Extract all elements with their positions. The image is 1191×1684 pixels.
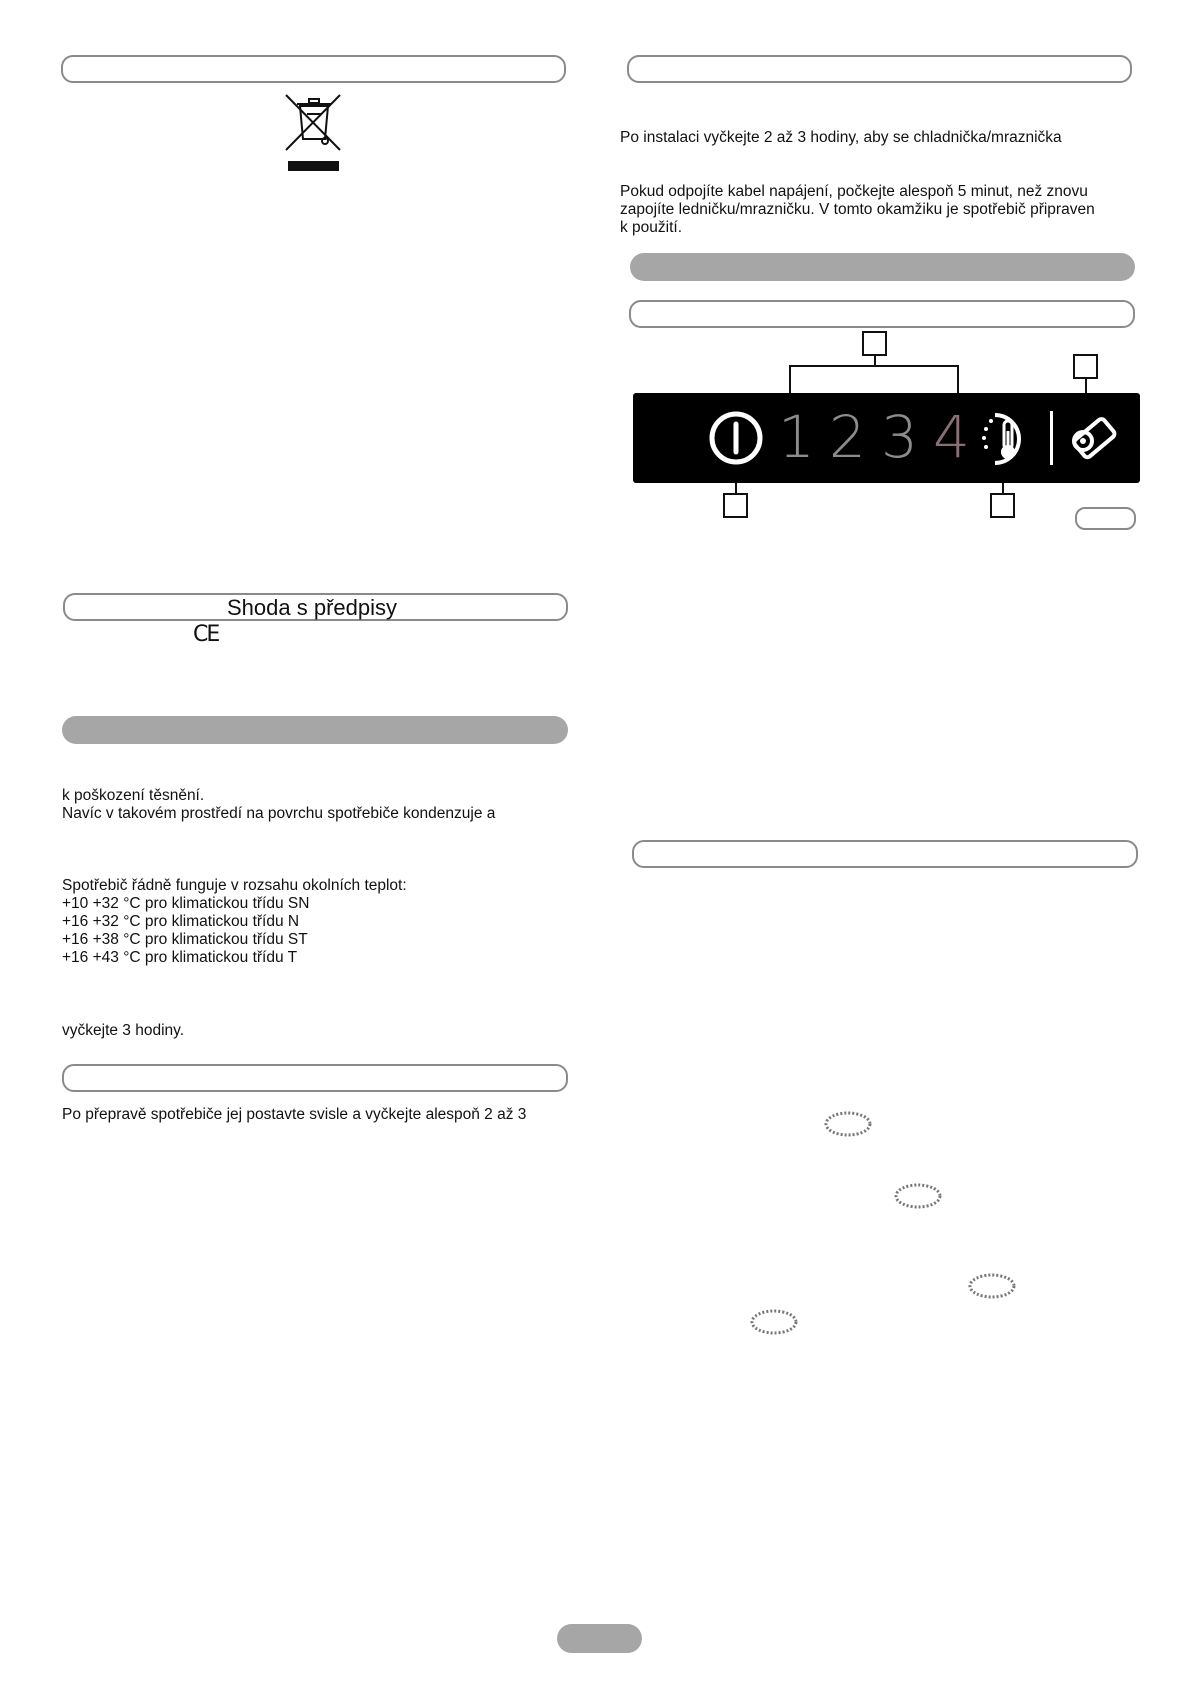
key-lock-icon[interactable]: [1065, 411, 1121, 465]
control-panel-display: [633, 393, 1140, 483]
power-icon[interactable]: [707, 409, 765, 467]
callout-box-lock: [1073, 354, 1098, 379]
power-text-line-1: Pokud odpojíte kabel napájení, počkejte alespoň 5 minut, než znovu: [620, 183, 1088, 200]
snowflake-badge-icon: [822, 1109, 874, 1139]
callout-line-digits: [874, 356, 876, 365]
snowflake-badge-icon: [966, 1271, 1018, 1301]
temperature-intro: Spotřebič řádně funguje v rozsahu okolních teplot:: [62, 877, 407, 894]
transport-text: Po přepravě spotřebiče jej postavte svisle a vyčkejte alespoň 2 až 3: [62, 1106, 527, 1123]
digit-4[interactable]: 4: [933, 403, 970, 471]
right-grey-section-bar: [630, 253, 1135, 281]
digit-1[interactable]: 1: [778, 403, 815, 471]
panel-divider: [1050, 411, 1053, 465]
left-grey-section-bar: [62, 716, 568, 744]
transport-header: [62, 1064, 568, 1092]
temperature-range-st: +16 +38 °C pro klimatickou třídu ST: [62, 931, 308, 948]
snowflake-badge-icon: [892, 1181, 944, 1211]
digit-2[interactable]: 2: [829, 403, 866, 471]
seal-paragraph-line-1: k poškození těsnění.: [62, 787, 205, 804]
power-text-line-2: zapojíte ledničku/mrazničku. V tomto okamžiku je spotřebič připraven: [620, 201, 1095, 218]
page-number-badge: [557, 1624, 642, 1653]
callout-line-lock: [1085, 379, 1087, 393]
digit-3[interactable]: 3: [881, 403, 918, 471]
temperature-range-t: +16 +43 °C pro klimatickou třídu T: [62, 949, 298, 966]
callout-line-temp: [1002, 483, 1004, 493]
wait-text: vyčkejte 3 hodiny.: [62, 1022, 185, 1039]
ce-mark: CE: [193, 622, 219, 647]
left-section-header-1: [61, 55, 566, 83]
power-text-line-3: k použití.: [620, 219, 683, 236]
callout-box-digits: [862, 331, 887, 356]
callout-bracket-left: [789, 365, 791, 393]
right-section-header-1: [627, 55, 1132, 83]
temperature-range-sn: +10 +32 °C pro klimatickou třídu SN: [62, 895, 310, 912]
callout-box-power: [723, 493, 748, 518]
callout-line-power: [735, 483, 737, 493]
small-tag-box: [1075, 507, 1136, 530]
snowflake-badge-icon: [748, 1307, 800, 1337]
callout-box-temp: [990, 493, 1015, 518]
right-section-header-2: [632, 840, 1138, 868]
thermometer-icon[interactable]: [973, 407, 1037, 469]
weee-crossed-bin-icon: [283, 92, 345, 174]
compliance-title: Shoda s předpisy: [227, 595, 397, 620]
control-panel-header: [629, 300, 1135, 328]
install-text: Po instalaci vyčkejte 2 až 3 hodiny, aby se chladnička/mraznička: [620, 129, 1062, 146]
callout-bracket-top: [789, 365, 959, 367]
callout-bracket-right: [957, 365, 959, 393]
seal-paragraph-line-2: Navíc v takovém prostředí na povrchu spotřebiče kondenzuje a: [62, 805, 496, 822]
temperature-range-n: +16 +32 °C pro klimatickou třídu N: [62, 913, 300, 930]
